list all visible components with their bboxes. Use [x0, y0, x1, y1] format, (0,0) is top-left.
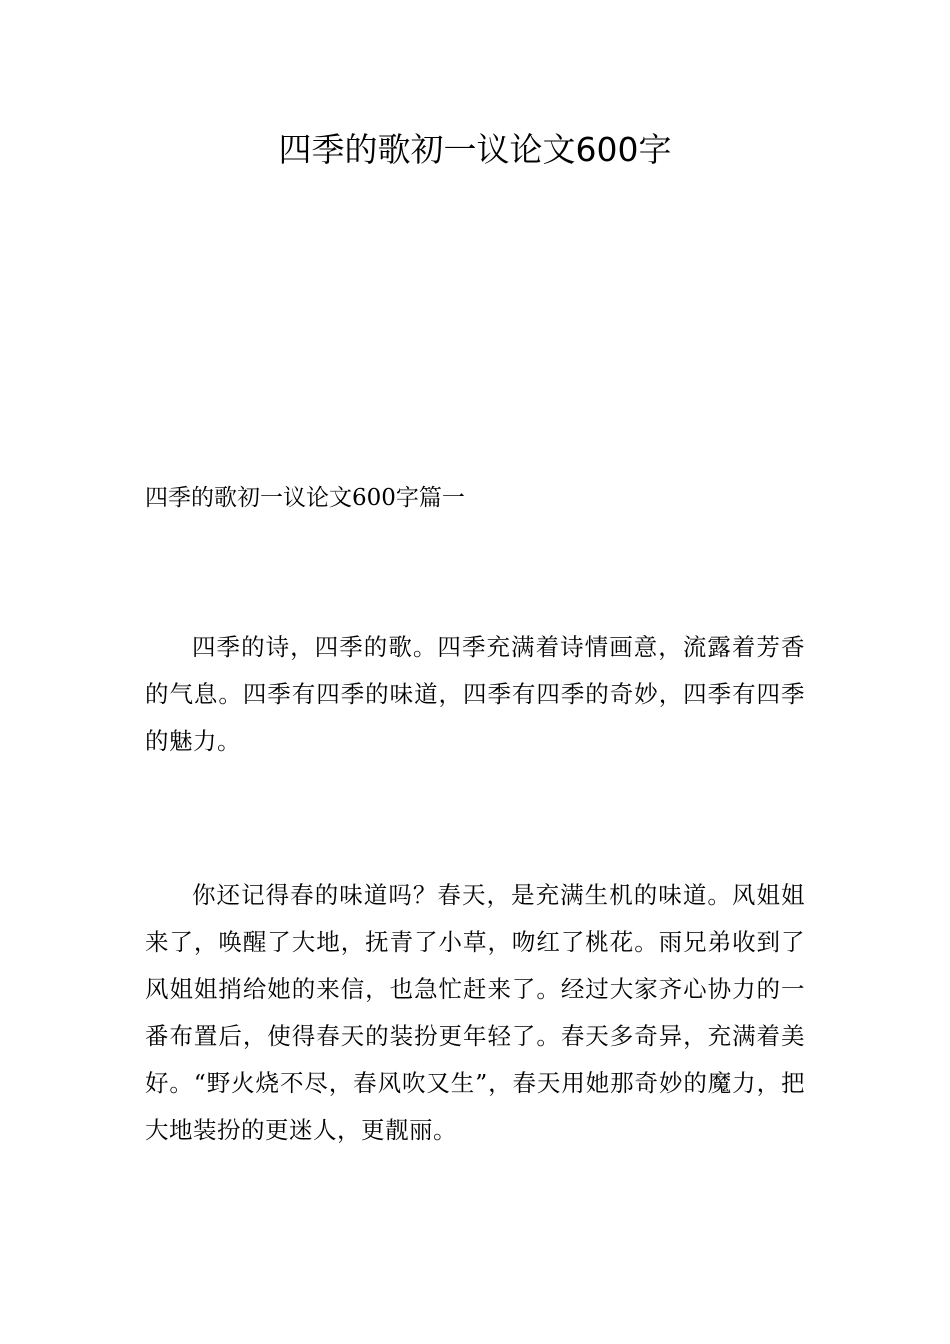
document-title: 四季的歌初一议论文600字 — [278, 130, 672, 169]
section-heading: 四季的歌初一议论文600字篇一 — [145, 485, 465, 511]
paragraph-intro: 四季的诗，四季的歌。四季充满着诗情画意，流露着芳香的气息。四季有四季的味道，四季有四季的奇妙，四季有四季的魅力。 — [145, 633, 805, 755]
paragraph-spring: 你还记得春的味道吗？春天，是充满生机的味道。风姐姐来了，唤醒了大地，抚青了小草，吻红了桃花。雨兄弟收到了风姐姐捎给她的来信，也急忙赶来了。经过大家齐心协力的一番布置后，使得春天的装扮更年轻了。春天多奇异，充满着美好。“野火烧不尽，春风吹又生”，春天用她那奇妙的魔力，把大地装扮的更迷人，更靓丽。 — [145, 881, 805, 1144]
